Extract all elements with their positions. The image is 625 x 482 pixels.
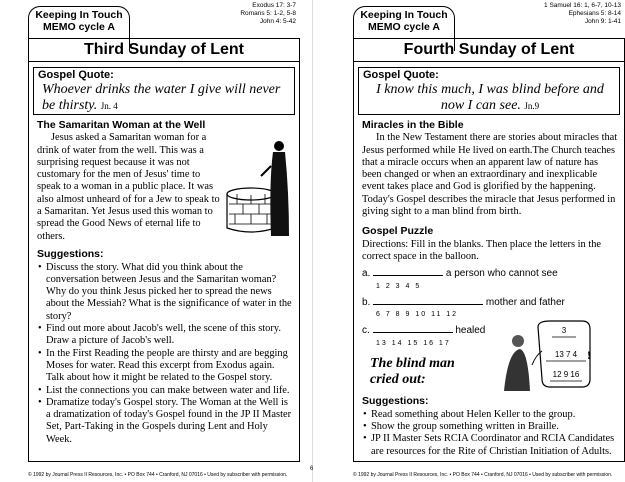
- puzzle-item-b: b. mother and father 6 7 8 9 10 11 12: [362, 296, 618, 322]
- list-item: • Find out more about Jacob's well, the scene of this story. Draw a picture of Jacob's well.: [46, 323, 293, 348]
- citation: John 9: 1-41: [584, 18, 621, 25]
- header-line: MEMO cycle A: [43, 21, 115, 33]
- citation: 1 Samuel 16: 1, 6-7, 10-13: [544, 2, 621, 9]
- puzzle-directions: Directions: Fill in the blanks. Then place the letters in the correct space in the balloon.: [362, 238, 602, 262]
- left-citations: [240, 2, 296, 26]
- gospel-text: Whoever drinks the water I give will never be thirsty.: [42, 82, 281, 113]
- citation: Exodus 17: 3-7: [252, 2, 296, 9]
- suggestions-list: [362, 409, 618, 458]
- header-line: Keeping In Touch: [360, 9, 448, 21]
- section-text: In the New Testament there are stories about miracles that Jesus performed while He lived on earth.The Church teaches that a miracle occurs when an apparent law of nature has been changed or when an extraordinary and inexplicable event takes place and God is glorified by the happening. Today's Gospel describes the miracle that Jesus performed in giving sight to a man blind from birth.: [362, 132, 618, 218]
- list-item: • Show the group something written in Braille.: [371, 421, 618, 433]
- puzzle-item-c: c. healed 13 14 15 16 17: [362, 324, 562, 350]
- clue-a: a person who cannot see: [445, 268, 558, 280]
- exclamation-mark: !: [587, 348, 591, 363]
- list-item: • Read something about Helen Keller to the group.: [371, 409, 618, 421]
- right-citations: [544, 2, 621, 26]
- section-text: Jesus asked a Samaritan woman for a drink of water from the well. This was a surprising request because it was not customary for the men of Jesus' time to speak to a woman in a public place. It was also almost unheard of for a Jew to speak to a Samaritan. Yet Jesus used this woman to spread the Good News of eternal life to others.: [37, 132, 220, 242]
- section-title: Miracles in the Bible: [362, 119, 464, 131]
- blind-man-caption: The blind man cried out:: [370, 356, 455, 388]
- blank-a[interactable]: [373, 267, 443, 276]
- gospel-quote-box: [358, 67, 620, 115]
- left-content: [37, 119, 293, 446]
- gospel-ref: Jn.9: [524, 101, 540, 111]
- right-page: [325, 0, 625, 482]
- blank-b[interactable]: [373, 296, 483, 305]
- page-divider: [312, 0, 313, 482]
- list-item: • Dramatize today's Gospel story. The Woman at the Well is a dramatization of today's Gospel found in the JP II Master Set, Part-Taking in the Gospels during Lent and Holy Week.: [46, 397, 293, 446]
- citation: Ephesians 5: 8-14: [568, 10, 621, 17]
- puzzle-item-a: a. a person who cannot see 1 2 3 4 5: [362, 267, 618, 293]
- left-frame: [28, 38, 300, 462]
- header-line: Keeping In Touch: [35, 9, 123, 21]
- balloon-num: 12 9 16: [552, 370, 580, 380]
- blank-c[interactable]: [373, 324, 453, 333]
- well-illustration: [223, 132, 293, 244]
- gospel-label: Gospel Quote:: [38, 69, 114, 81]
- numbers-b: 6 7 8 9 10 11 12: [376, 311, 459, 319]
- puzzle-title: Gospel Puzzle: [362, 225, 434, 238]
- list-item: • In the First Reading the people are thirsty and are begging Moses for water. Read this excerpt from Exodus again. Talk about how it might be related to the Gospel story.: [46, 348, 293, 385]
- list-item: • List the connections you can make between water and life.: [46, 385, 293, 397]
- left-page: [0, 0, 300, 482]
- citation: Romans 5: 1-2, 5-8: [240, 10, 296, 17]
- page-title: Third Sunday of Lent: [29, 39, 299, 62]
- page-number: 6: [310, 466, 314, 472]
- section-title: The Samaritan Woman at the Well: [37, 119, 206, 131]
- footer: © 1992 by Journal Press II Resources, Inc. • PO Box 744 • Cranford, NJ 07016 • Used by subscriber with permission.: [353, 472, 613, 478]
- page-title: Fourth Sunday of Lent: [354, 39, 624, 62]
- numbers-a: 1 2 3 4 5: [376, 282, 422, 290]
- clue-b: mother and father: [485, 296, 565, 308]
- gospel-label: Gospel Quote:: [363, 69, 439, 81]
- suggestions-list: [37, 262, 293, 446]
- suggestions-title: Suggestions:: [37, 248, 104, 261]
- balloon-num: 3: [561, 326, 567, 336]
- numbers-c: 13 14 15 16 17: [376, 339, 451, 347]
- gospel-text: I know this much, I was blind before and now I can see.: [376, 82, 604, 113]
- footer: © 1992 by Journal Press II Resources, Inc. • PO Box 744 • Cranford, NJ 07016 • Used by subscriber with permission.: [28, 472, 288, 478]
- gospel-ref: Jn. 4: [100, 101, 118, 111]
- balloon-num: 13 7 4: [554, 350, 578, 360]
- citation: John 4: 5-42: [259, 18, 296, 25]
- list-item: • JP II Master Sets RCIA Coordinator and RCIA Candidates are resources for the Rite of Christian Initiation of Adults.: [371, 433, 618, 458]
- suggestions-title: Suggestions:: [362, 395, 429, 408]
- balloon-illustration: [502, 321, 590, 393]
- right-content: [362, 119, 618, 458]
- clue-c: healed: [455, 325, 486, 337]
- gospel-quote-box: [33, 67, 295, 115]
- list-item: • Discuss the story. What did you think about the conversation between Jesus and the Samaritan woman? Why do you think Jesus picked her to spread the news about the Messiah? What is the significance of water in the story?: [46, 262, 293, 323]
- header-line: MEMO cycle A: [368, 21, 440, 33]
- right-frame: [353, 38, 625, 462]
